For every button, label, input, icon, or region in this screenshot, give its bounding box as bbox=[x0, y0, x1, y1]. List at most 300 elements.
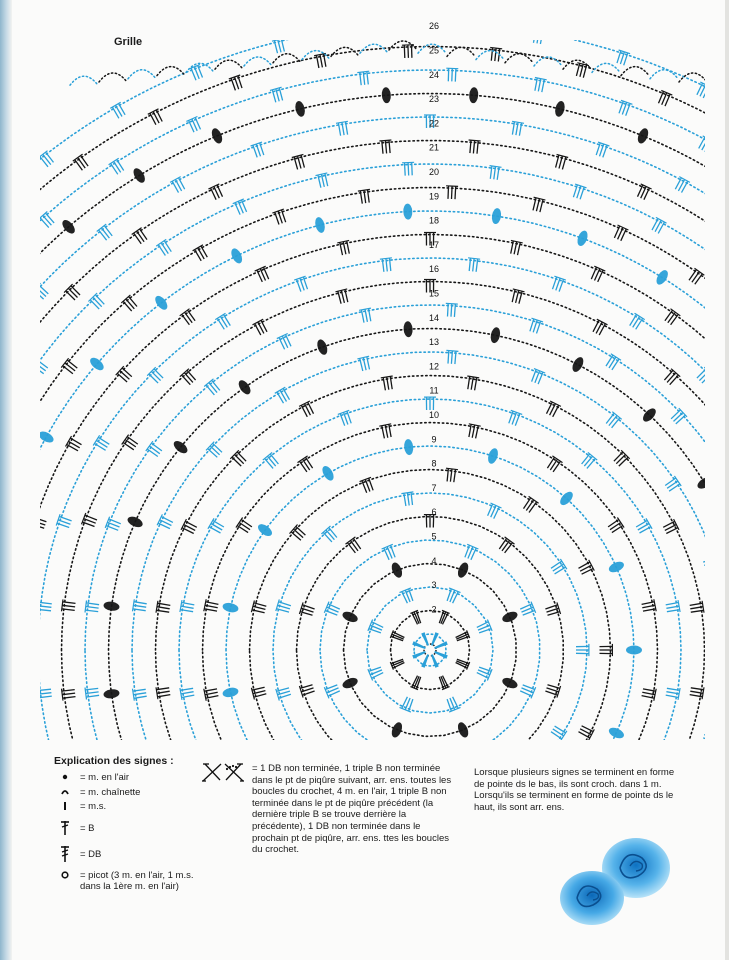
treble-stitch bbox=[582, 454, 590, 464]
treble-stitch bbox=[13, 354, 24, 362]
treble-stitch bbox=[699, 371, 708, 380]
treble-stitch bbox=[256, 144, 260, 156]
treble-stitch bbox=[454, 304, 455, 317]
puff-stitch bbox=[314, 216, 327, 234]
dot-icon bbox=[58, 772, 72, 782]
treble-stitch bbox=[603, 145, 607, 157]
treble-stitch bbox=[188, 310, 196, 321]
treble-stitch bbox=[723, 266, 729, 276]
round-number-label: 5 bbox=[431, 531, 437, 542]
treble-stitch bbox=[129, 297, 137, 307]
treble-stitch bbox=[39, 602, 52, 604]
stitch-top-bar bbox=[715, 733, 719, 740]
treble-stitch bbox=[65, 363, 75, 371]
round-number-label: 3 bbox=[431, 580, 437, 591]
treble-stitch bbox=[716, 231, 724, 242]
puff-stitch bbox=[554, 100, 566, 118]
treble-stitch bbox=[39, 606, 52, 607]
treble-stitch bbox=[347, 241, 350, 254]
treble-stitch bbox=[724, 486, 729, 492]
treble-stitch bbox=[208, 449, 218, 458]
stitch-top-bar bbox=[156, 239, 166, 246]
puff-stitch bbox=[636, 127, 650, 145]
puff-stitch bbox=[153, 294, 170, 312]
stitch-top-bar bbox=[5, 210, 14, 218]
treble-stitch bbox=[35, 363, 46, 371]
treble-stitch bbox=[455, 186, 456, 199]
round-number-label: 7 bbox=[431, 482, 437, 493]
treble-stitch bbox=[320, 55, 322, 68]
treble-stitch bbox=[185, 312, 193, 323]
treble-stitch bbox=[671, 410, 680, 419]
arc-icon bbox=[58, 787, 72, 797]
treble-stitch bbox=[553, 277, 557, 289]
treble-stitch bbox=[473, 259, 474, 272]
stitch-top-bar bbox=[32, 283, 40, 292]
treble-stitch bbox=[120, 371, 130, 380]
puff-stitch bbox=[607, 560, 625, 575]
chain-round bbox=[273, 493, 587, 740]
edge-scallop bbox=[157, 67, 185, 76]
treble-stitch bbox=[619, 457, 628, 466]
treble-stitch bbox=[19, 434, 31, 440]
treble-stitch bbox=[33, 521, 45, 525]
edge-scallop bbox=[447, 47, 475, 56]
puff-stitch bbox=[381, 87, 391, 104]
edge-scallop bbox=[679, 73, 707, 82]
treble-stitch bbox=[14, 689, 27, 690]
treble-stitch bbox=[502, 540, 510, 551]
treble-stitch bbox=[512, 289, 515, 302]
stitch-top-bar bbox=[14, 600, 15, 612]
treble-stitch bbox=[36, 288, 46, 297]
treble-stitch bbox=[526, 500, 533, 511]
treble-stitch bbox=[451, 304, 452, 317]
treble-stitch bbox=[71, 286, 80, 295]
treble-stitch bbox=[412, 162, 413, 175]
round-number-label: 24 bbox=[428, 69, 440, 80]
puff-stitch bbox=[641, 406, 658, 424]
puff-stitch bbox=[469, 87, 479, 104]
round-number-label: 26 bbox=[428, 21, 440, 32]
treble-stitch bbox=[477, 141, 478, 154]
treble-stitch bbox=[67, 360, 77, 368]
treble-stitch bbox=[34, 290, 44, 299]
treble-stitch bbox=[15, 692, 28, 693]
treble-stitch bbox=[125, 440, 136, 447]
chain-round bbox=[391, 611, 470, 690]
treble-stitch bbox=[117, 373, 127, 382]
puff-stitch bbox=[489, 326, 501, 343]
treble-stitch bbox=[540, 31, 542, 44]
treble-stitch bbox=[329, 528, 337, 538]
treble-stitch bbox=[81, 156, 89, 167]
puff-stitch bbox=[456, 561, 470, 579]
treble-stitch bbox=[38, 689, 51, 690]
puff-stitch bbox=[390, 721, 404, 739]
edge-scallop bbox=[621, 67, 649, 76]
treble-stitch bbox=[126, 299, 135, 309]
treble-stitch bbox=[149, 374, 158, 383]
treble-stitch bbox=[723, 483, 729, 489]
treble-stitch bbox=[296, 526, 306, 535]
treble-stitch bbox=[39, 285, 49, 294]
treble-stitch bbox=[676, 415, 686, 424]
puff-stitch bbox=[0, 600, 2, 611]
round-number-label: 2 bbox=[431, 604, 437, 615]
treble-stitch bbox=[365, 309, 367, 322]
treble-stitch bbox=[85, 688, 98, 690]
round-number-label: 20 bbox=[428, 166, 440, 177]
treble-stitch bbox=[104, 226, 112, 236]
puff-stitch bbox=[558, 489, 575, 507]
treble-stitch bbox=[408, 45, 409, 58]
treble-stitch bbox=[149, 446, 160, 454]
chain-round bbox=[38, 258, 729, 740]
puff-stitch bbox=[320, 464, 336, 482]
treble-stitch bbox=[338, 123, 340, 136]
round-number-label: 13 bbox=[428, 337, 440, 348]
treble-stitch bbox=[253, 145, 257, 157]
treble-stitch bbox=[137, 231, 145, 242]
legend-item-double-treble: = DB bbox=[58, 845, 101, 863]
treble-stitch bbox=[122, 368, 132, 377]
legend-title: Explication des signes : bbox=[54, 755, 174, 767]
round-number-label: 15 bbox=[428, 288, 440, 299]
puff-stitch bbox=[341, 676, 359, 690]
puff-stitch bbox=[103, 688, 120, 699]
treble-stitch bbox=[90, 300, 99, 309]
round-number-label: 16 bbox=[428, 264, 440, 275]
treble-stitch bbox=[11, 357, 22, 365]
treble-stitch bbox=[43, 154, 51, 164]
treble-stitch bbox=[722, 437, 729, 445]
treble-stitch bbox=[473, 140, 474, 153]
treble-stitch bbox=[68, 288, 77, 297]
treble-stitch bbox=[241, 520, 252, 527]
puff-stitch bbox=[60, 218, 77, 236]
round-number-label: 6 bbox=[431, 507, 437, 518]
treble-stitch bbox=[347, 543, 355, 553]
treble-stitch bbox=[237, 452, 246, 461]
treble-stitch bbox=[182, 314, 190, 324]
dagger-icon bbox=[58, 820, 72, 836]
treble-stitch bbox=[154, 369, 163, 378]
treble-stitch bbox=[123, 443, 134, 450]
treble-stitch bbox=[667, 373, 676, 383]
treble-stitch bbox=[133, 693, 146, 695]
treble-stitch bbox=[58, 520, 70, 524]
stitch-top-bar bbox=[446, 303, 458, 304]
round-number-label: 9 bbox=[431, 434, 437, 445]
stitch-top-bar bbox=[402, 162, 414, 163]
rose-decoration bbox=[554, 830, 674, 930]
treble-stitch bbox=[448, 351, 449, 364]
treble-stitch bbox=[99, 230, 107, 240]
treble-stitch bbox=[665, 310, 673, 321]
treble-stitch bbox=[666, 603, 679, 605]
treble-stitch bbox=[123, 301, 132, 311]
treble-stitch bbox=[719, 233, 727, 244]
treble-stitch bbox=[704, 735, 717, 739]
treble-stitch bbox=[181, 606, 194, 608]
round-number-label: 23 bbox=[428, 94, 440, 105]
legend-item-single-crochet: = m.s. bbox=[58, 801, 106, 812]
treble-stitch bbox=[695, 274, 703, 285]
treble-stitch bbox=[206, 385, 214, 395]
puff-stitch bbox=[403, 203, 413, 219]
treble-stitch bbox=[46, 152, 54, 162]
treble-stitch bbox=[671, 314, 679, 324]
treble-stitch bbox=[134, 602, 147, 604]
legend-item-slip-stitch: = m. chaînette bbox=[58, 787, 140, 798]
stitch-top-bar bbox=[121, 295, 130, 303]
puff-stitch bbox=[131, 166, 147, 184]
legend-item-treble: = B bbox=[58, 820, 95, 836]
chart-title: Grille bbox=[114, 36, 143, 48]
edge-scallop bbox=[70, 76, 98, 85]
treble-stitch bbox=[204, 689, 217, 691]
puff-stitch bbox=[88, 355, 106, 372]
treble-stitch bbox=[32, 524, 44, 528]
treble-stitch bbox=[101, 228, 109, 238]
treble-stitch bbox=[703, 738, 715, 740]
treble-stitch bbox=[16, 440, 28, 446]
round-number-label: 11 bbox=[429, 385, 439, 396]
stitch-top-bar bbox=[31, 515, 35, 526]
puff-stitch bbox=[654, 268, 670, 286]
chain-round bbox=[0, 141, 729, 740]
treble-stitch bbox=[46, 213, 55, 223]
treble-stitch bbox=[184, 373, 193, 383]
bar-icon bbox=[58, 801, 72, 811]
treble-stitch bbox=[187, 370, 196, 380]
treble-stitch bbox=[151, 443, 162, 451]
puff-stitch bbox=[403, 439, 414, 456]
treble-stitch bbox=[689, 270, 697, 281]
treble-stitch bbox=[353, 538, 360, 549]
treble-stitch bbox=[326, 530, 335, 540]
puff-stitch bbox=[172, 439, 190, 456]
puff-stitch bbox=[390, 561, 404, 579]
picot-icon bbox=[58, 870, 72, 880]
treble-stitch bbox=[724, 440, 729, 447]
treble-stitch bbox=[702, 374, 711, 383]
treble-stitch bbox=[664, 370, 673, 380]
treble-stitch bbox=[182, 375, 191, 385]
treble-stitch bbox=[63, 602, 76, 604]
treble-stitch bbox=[10, 214, 19, 223]
stitch-top-bar bbox=[446, 186, 458, 187]
treble-stitch bbox=[235, 77, 239, 89]
treble-stitch bbox=[40, 218, 49, 228]
edge-scallop bbox=[360, 44, 388, 53]
treble-stitch bbox=[505, 543, 513, 553]
puff-stitch bbox=[607, 726, 625, 740]
treble-stitch bbox=[134, 233, 142, 244]
treble-stitch bbox=[705, 731, 717, 735]
treble-stitch bbox=[0, 442, 1, 448]
stitch-top-bar bbox=[38, 600, 39, 612]
treble-stitch bbox=[534, 30, 536, 43]
treble-stitch bbox=[404, 45, 405, 58]
stitch-top-bar bbox=[97, 224, 107, 231]
round-number-label: 21 bbox=[428, 142, 440, 153]
treble-stitch bbox=[448, 186, 449, 199]
chain-round bbox=[0, 117, 729, 740]
stitch-top-bar bbox=[704, 367, 713, 376]
treble-stitch bbox=[15, 606, 28, 607]
chain-round bbox=[320, 540, 540, 740]
treble-stitch bbox=[270, 454, 278, 464]
round-number-label: 10 bbox=[428, 409, 440, 420]
puff-stitch bbox=[486, 447, 500, 465]
round-number-label: 14 bbox=[428, 312, 440, 323]
note-text: Lorsque plusieurs signes se terminent en forme de pointe ds le bas, ils sont croch. dans 1 m. Lorsqu'ils se terminent en forme de pointe ds le haut, ils sont arr. ens. bbox=[474, 767, 675, 813]
stitch-top-bar bbox=[533, 30, 545, 32]
treble-stitch bbox=[670, 375, 679, 385]
treble-stitch bbox=[63, 366, 73, 374]
treble-stitch bbox=[66, 291, 75, 300]
double-dagger-icon bbox=[58, 845, 72, 863]
round-number-label: 22 bbox=[428, 118, 440, 129]
treble-stitch bbox=[43, 216, 52, 226]
treble-stitch bbox=[212, 380, 220, 390]
treble-stitch bbox=[667, 481, 678, 488]
treble-stitch bbox=[33, 366, 44, 374]
chain-round bbox=[0, 211, 729, 740]
treble-stitch bbox=[40, 157, 48, 167]
treble-stitch bbox=[556, 278, 560, 290]
treble-stitch bbox=[95, 295, 104, 305]
edge-scallop bbox=[592, 63, 620, 72]
stitch-top-bar bbox=[38, 688, 39, 700]
treble-stitch bbox=[275, 212, 279, 224]
treble-stitch bbox=[383, 378, 385, 391]
puff-stitch bbox=[126, 515, 144, 530]
puff-stitch bbox=[570, 355, 585, 373]
puff-stitch bbox=[0, 280, 16, 297]
puff-stitch bbox=[403, 321, 413, 338]
treble-stitch bbox=[665, 478, 676, 486]
treble-stitch bbox=[181, 692, 194, 694]
treble-stitch bbox=[499, 538, 506, 549]
treble-stitch bbox=[389, 140, 390, 153]
treble-stitch bbox=[584, 456, 592, 466]
edge-scallop bbox=[650, 70, 678, 79]
treble-stitch bbox=[37, 360, 48, 368]
puff-stitch bbox=[222, 686, 240, 698]
treble-stitch bbox=[323, 532, 332, 542]
stitch-top-bar bbox=[14, 432, 20, 443]
treble-stitch bbox=[609, 416, 617, 426]
round-number-label: 8 bbox=[431, 458, 437, 469]
puff-stitch bbox=[236, 378, 253, 396]
treble-stitch bbox=[0, 435, 4, 441]
puff-stitch bbox=[210, 127, 224, 145]
puff-stitch bbox=[0, 689, 2, 700]
treble-stitch bbox=[17, 437, 29, 443]
treble-stitch bbox=[127, 437, 138, 445]
treble-stitch bbox=[15, 696, 28, 697]
treble-stitch bbox=[608, 520, 619, 527]
treble-stitch bbox=[78, 158, 86, 169]
treble-stitch bbox=[86, 607, 99, 609]
puff-stitch bbox=[491, 208, 502, 225]
treble-stitch bbox=[14, 610, 27, 611]
chain-round bbox=[156, 376, 705, 741]
treble-stitch bbox=[713, 229, 720, 240]
treble-stitch bbox=[85, 610, 98, 612]
treble-stitch bbox=[529, 502, 537, 513]
treble-stitch bbox=[668, 312, 676, 323]
stitch-top-bar bbox=[32, 358, 39, 368]
treble-stitch bbox=[291, 532, 301, 541]
treble-stitch bbox=[210, 446, 220, 455]
puff-stitch bbox=[103, 601, 120, 612]
treble-stitch bbox=[206, 602, 219, 605]
treble-stitch bbox=[7, 217, 16, 226]
round-number-label: 19 bbox=[428, 191, 440, 202]
treble-stitch bbox=[147, 449, 158, 457]
treble-stitch bbox=[209, 383, 217, 393]
stitch-top-bar bbox=[715, 556, 719, 568]
treble-stitch bbox=[721, 480, 729, 486]
treble-stitch bbox=[232, 457, 241, 466]
stitch-top-bar bbox=[204, 379, 213, 387]
puff-stitch bbox=[2, 512, 20, 525]
treble-stitch bbox=[524, 498, 531, 509]
treble-stitch bbox=[452, 68, 453, 81]
treble-stitch bbox=[408, 163, 409, 176]
treble-stitch bbox=[551, 732, 562, 739]
treble-stitch bbox=[468, 376, 470, 389]
treble-stitch bbox=[551, 561, 562, 568]
puff-stitch bbox=[713, 166, 729, 184]
stitch-top-bar bbox=[14, 688, 15, 700]
puff-stitch bbox=[456, 721, 470, 739]
treble-stitch bbox=[265, 459, 274, 469]
treble-stitch bbox=[553, 461, 560, 472]
treble-stitch bbox=[448, 304, 449, 317]
treble-stitch bbox=[697, 369, 706, 378]
treble-stitch bbox=[405, 163, 406, 176]
round-number-label: 17 bbox=[428, 239, 440, 250]
chain-round bbox=[344, 564, 517, 737]
puff-stitch bbox=[724, 323, 729, 341]
puff-stitch bbox=[576, 229, 590, 247]
treble-stitch bbox=[703, 558, 715, 562]
round-number-label: 18 bbox=[428, 215, 440, 226]
puff-stitch bbox=[341, 610, 359, 624]
treble-stitch bbox=[151, 371, 160, 380]
treble-stitch bbox=[350, 540, 358, 551]
chart-stitches bbox=[0, 23, 729, 740]
treble-stitch bbox=[612, 418, 620, 428]
stitch-top-bar bbox=[446, 68, 458, 69]
center-ring bbox=[424, 644, 436, 656]
chain-round bbox=[62, 282, 729, 741]
puff-stitch bbox=[229, 247, 244, 265]
treble-stitch bbox=[12, 212, 21, 221]
legend-item-picot: = picot (3 m. en l'air, 1 m.s. dans la 1ère m. en l'air) bbox=[58, 870, 198, 892]
round-number-label: 12 bbox=[428, 361, 440, 372]
edge-scallop bbox=[128, 70, 156, 79]
stitch-top-bar bbox=[718, 228, 728, 235]
edge-scallop bbox=[99, 73, 127, 82]
treble-stitch bbox=[213, 443, 222, 452]
treble-stitch bbox=[606, 413, 614, 423]
